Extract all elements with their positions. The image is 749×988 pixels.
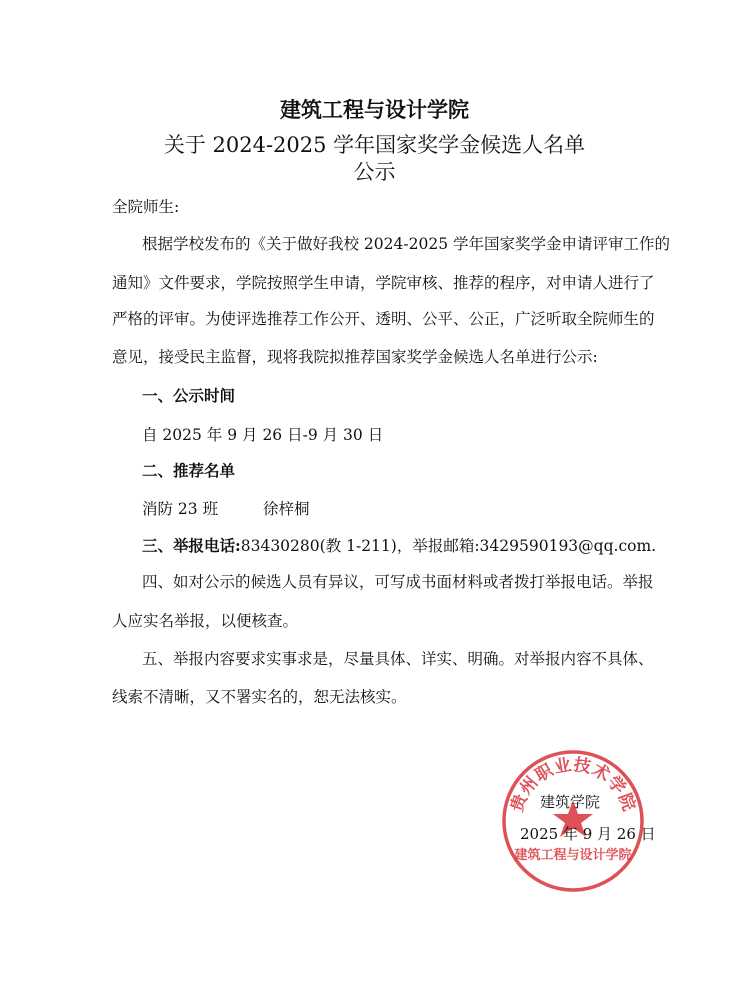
intro-line-2: 通知》文件要求，学院按照学生申请，学院审核、推荐的程序，对申请人进行了 <box>112 274 655 292</box>
signature-date: 2025 年 9 月 26 日 <box>520 825 656 843</box>
section5-line-1: 五、举报内容要求实事求是，尽量具体、详实、明确。对举报内容不具体、 <box>142 650 654 668</box>
document-title-org: 建筑工程与设计学院 <box>280 97 469 122</box>
section4-line-2: 人应实名举报，以便核查。 <box>112 612 299 630</box>
salutation: 全院师生: <box>112 198 180 216</box>
seal-bottom-text: 建筑工程与设计学院 <box>514 848 632 863</box>
seal-graphic <box>500 748 646 894</box>
official-seal <box>500 748 646 894</box>
seal-arc-text: 贵州职业技术学院 <box>507 755 639 815</box>
section5-line-2: 线索不清晰，又不署实名的，恕无法核实。 <box>112 688 407 706</box>
section3-heading: 三、举报电话: <box>142 536 241 555</box>
section1-content: 自 2025 年 9 月 26 日-9 月 30 日 <box>142 426 384 444</box>
document-title-type: 公示 <box>353 160 396 184</box>
section4-line-1: 四、如对公示的候选人员有异议，可写成书面材料或者拨打举报电话。举报 <box>142 573 654 591</box>
nominee-class: 消防 23 班 <box>142 500 219 518</box>
intro-line-3: 严格的评审。为使评选推荐工作公开、透明、公平、公正，广泛听取全院师生的 <box>112 310 655 328</box>
intro-line-4: 意见，接受民主监督，现将我院拟推荐国家奖学金候选人名单进行公示: <box>112 348 598 366</box>
section1-heading: 一、公示时间 <box>142 386 236 405</box>
document-title-subject: 关于 2024-2025 学年国家奖学金候选人名单 <box>163 133 586 157</box>
signature-org: 建筑学院 <box>540 793 601 811</box>
section2-heading: 二、推荐名单 <box>142 461 236 480</box>
intro-line-1: 根据学校发布的《关于做好我校 2024-2025 学年国家奖学金申请评审工作的 <box>142 235 670 253</box>
nominee-name: 徐梓桐 <box>263 500 310 518</box>
section3-line <box>142 535 656 557</box>
section3-content: 83430280(教 1-211)，举报邮箱:3429590193@qq.com. <box>240 537 657 555</box>
